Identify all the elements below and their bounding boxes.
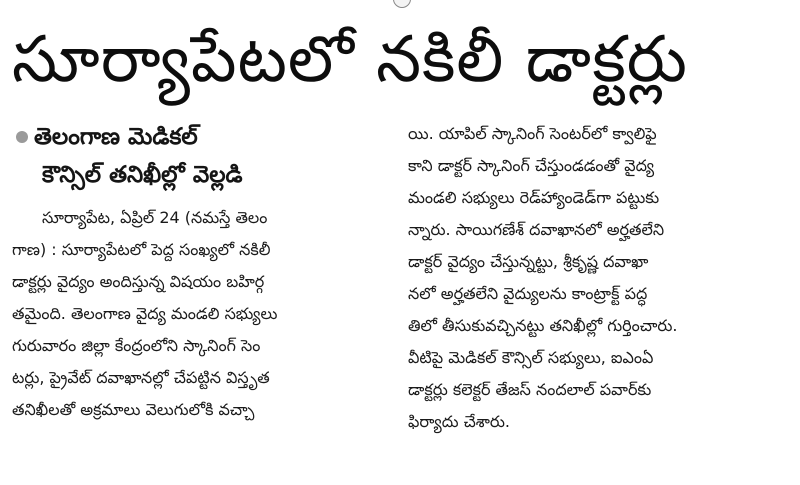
body-line: గాణ) : సూర్యాపేటలో పెద్ద సంఖ్యలో నకిలీ xyxy=(12,240,271,259)
body-line: న్నారు. సాయిగణేశ్ దవాఖానలో అర్హతలేని xyxy=(408,220,665,239)
subheadline-line-1 xyxy=(12,118,390,156)
bullet-icon xyxy=(16,131,28,143)
body-line: డాక్టర్ వైద్యం చేస్తున్నట్టు, శ్రీకృష్ణ దవాఖా xyxy=(408,252,649,271)
subheadline-text-1: తెలంగాణ మెడికల్ xyxy=(34,124,198,150)
subheadline-line-2: కౌన్సిల్ తనిఖీల్లో వెల్లడి xyxy=(42,162,243,188)
left-column xyxy=(12,118,390,426)
left-body-text xyxy=(12,202,390,426)
body-line: డాక్టర్లు వైద్యం అందిస్తున్న విషయం బహిర్గ xyxy=(12,272,265,291)
body-line: డాక్టర్లు కలెక్టర్ తేజస్ నందలాల్ పవార్‌కు xyxy=(408,380,652,399)
body-line: టర్లు, ప్రైవేట్ దవాఖానల్లో చేపట్టిన విస్తృత xyxy=(12,368,270,387)
body-line: మండలి సభ్యులు రెడ్‌హ్యాండెడ్‌గా పట్టుకు xyxy=(408,188,660,207)
body-line: యి. యాపిల్ స్కానింగ్ సెంటర్‌లో క్వాలిఫై xyxy=(408,124,657,143)
right-column xyxy=(408,118,792,438)
body-line xyxy=(12,202,390,234)
dateline-text: సూర్యాపేట, ఏప్రిల్ 24 (నమస్తే తెలం xyxy=(42,208,268,227)
body-line: గురువారం జిల్లా కేంద్రంలోని స్కానింగ్ సెం xyxy=(12,336,261,355)
headline: సూర్యాపేటలో నకిలీ డాక్టర్లు xyxy=(12,23,688,97)
body-line: తనిఖీలతో అక్రమాలు వెలుగులోకి వచ్చా xyxy=(12,400,255,419)
column-ornament xyxy=(389,0,414,12)
body-line: తమైంది. తెలంగాణ వైద్య మండలి సభ్యులు xyxy=(12,304,278,323)
body-line: తిలో తీసుకువచ్చినట్టు తనిఖీల్లో గుర్తించారు. xyxy=(408,316,678,335)
body-line: వీటిపై మెడికల్ కౌన్సిల్ సభ్యులు, ఐఎంఏ xyxy=(408,348,654,367)
body-line: ఫిర్యాదు చేశారు. xyxy=(408,412,510,431)
body-line: కాని డాక్టర్ స్కానింగ్ చేస్తుండడంతో వైద్య xyxy=(408,156,655,175)
body-line: నలో అర్హతలేని వైద్యులను కాంట్రాక్ట్ పద్ధ xyxy=(408,284,648,303)
subheadline xyxy=(12,118,390,194)
